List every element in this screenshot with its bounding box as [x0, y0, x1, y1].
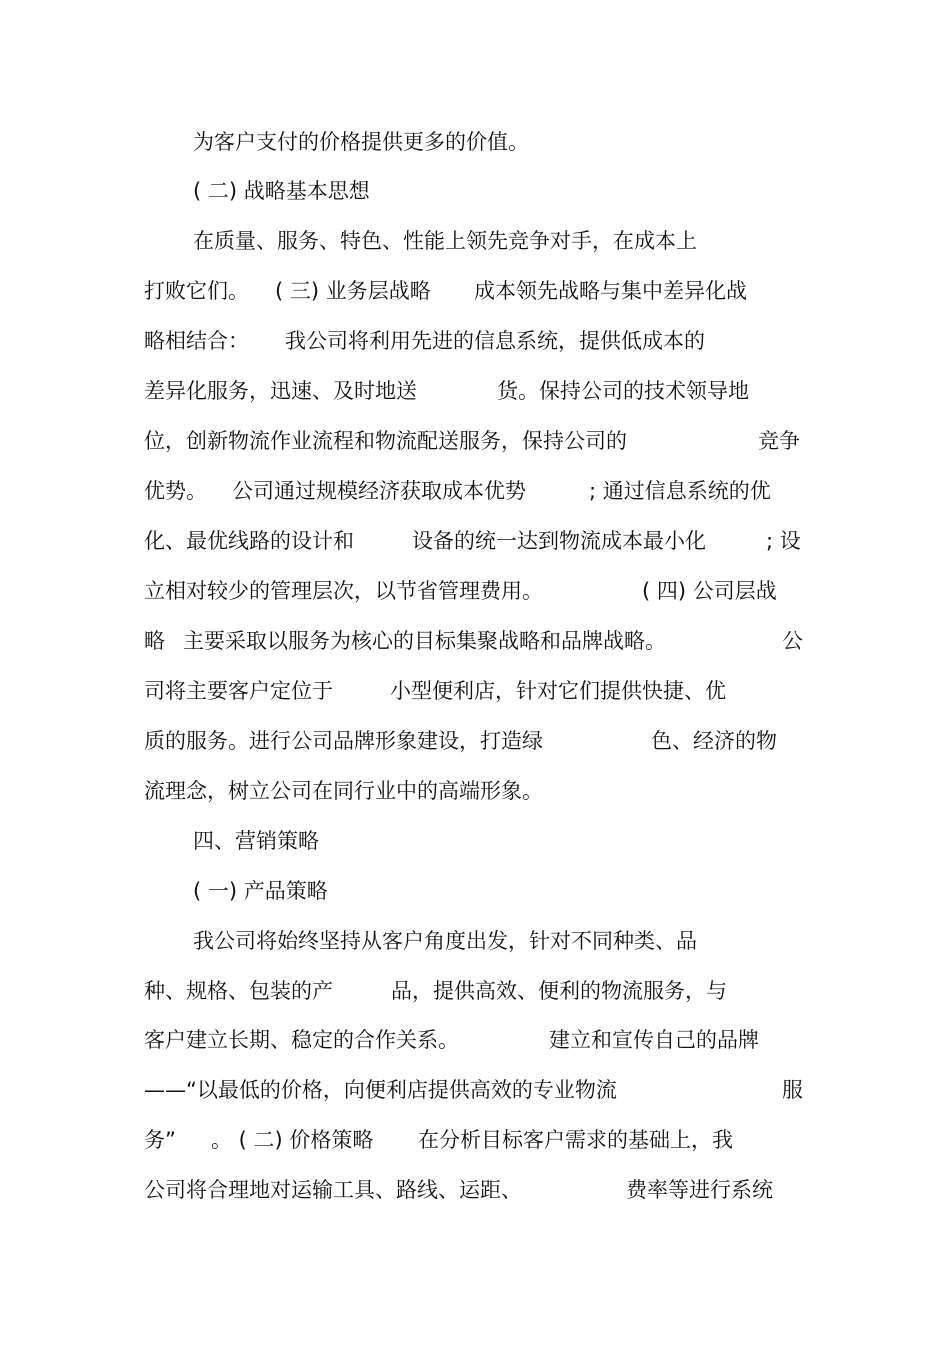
text-line	[0, 616, 950, 666]
text-line	[0, 466, 950, 516]
text-segment: 服	[782, 1078, 803, 1102]
text-segment: 在分析目标客户需求的基础上，我	[418, 1128, 733, 1152]
text-segment: 立相对较少的管理层次，以节省管理费用。	[144, 579, 543, 603]
section-heading	[0, 166, 950, 216]
text-line	[0, 1015, 950, 1065]
text-segment: 质的服务。进行公司品牌形象建设，打造绿	[144, 729, 543, 753]
text-line	[0, 1065, 950, 1115]
text-line	[0, 117, 950, 167]
text-line	[0, 716, 950, 766]
text-segment: 设备的统一达到物流成本最小化	[412, 529, 706, 553]
text-segment: 差异化服务，迅速、及时地送	[144, 379, 417, 403]
text-segment: ( 三) 业务层战略	[275, 279, 431, 303]
text-line	[0, 666, 950, 716]
text-segment: 客户建立长期、稳定的合作关系。	[144, 1028, 459, 1052]
text-segment: 我公司将利用先进的信息系统，提供低成本的	[285, 329, 705, 353]
text-segment: ; 设	[766, 529, 801, 553]
text-line	[0, 366, 950, 416]
text-line	[0, 966, 950, 1016]
text-segment: 小型便利店，针对它们提供快捷、优	[390, 679, 726, 703]
section-heading	[0, 816, 950, 866]
text-line	[0, 516, 950, 566]
text-segment: 位，创新物流作业流程和物流配送服务，保持公司的	[144, 429, 627, 453]
text-segment: 公	[782, 629, 803, 653]
text-segment: 略	[144, 629, 165, 653]
text-segment: 为客户支付的价格提供更多的价值。	[193, 130, 529, 154]
text-segment: ( 一) 产品策略	[193, 879, 328, 903]
text-segment: ( 二) 战略基本思想	[193, 179, 370, 203]
text-segment: 竞争	[758, 429, 800, 453]
text-line	[0, 216, 950, 266]
text-line	[0, 766, 950, 816]
text-line	[0, 1115, 950, 1165]
text-segment: 主要采取以服务为核心的目标集聚战略和品牌战略。	[183, 629, 666, 653]
text-line	[0, 316, 950, 366]
text-segment: 种、规格、包装的产	[144, 979, 333, 1003]
text-segment: 略相结合：	[144, 329, 249, 353]
text-segment: 务”	[144, 1128, 176, 1152]
text-line	[0, 1165, 950, 1215]
text-segment: ( 四) 公司层战	[642, 579, 777, 603]
text-segment: 费率等进行系统	[626, 1178, 773, 1202]
text-segment: 货。保持公司的技术领导地	[497, 379, 749, 403]
text-segment: 流理念，树立公司在同行业中的高端形象。	[144, 779, 543, 803]
text-segment: 建立和宣传自己的品牌	[549, 1028, 759, 1052]
text-segment: 在质量、服务、特色、性能上领先竞争对手，在成本上	[193, 229, 697, 253]
text-segment: 品，提供高效、便利的物流服务，与	[391, 979, 727, 1003]
text-segment: 四、营销策略	[193, 829, 319, 853]
text-segment: 司将主要客户定位于	[144, 679, 333, 703]
text-segment: 优势。	[144, 479, 207, 503]
text-segment: 化、最优线路的设计和	[144, 529, 354, 553]
text-segment: 打败它们。	[144, 279, 249, 303]
text-segment: 色、经济的物	[651, 729, 777, 753]
text-segment: 成本领先战略与集中差异化战	[474, 279, 747, 303]
text-line	[0, 566, 950, 616]
text-line	[0, 416, 950, 466]
text-line	[0, 916, 950, 966]
section-heading	[0, 866, 950, 916]
text-segment: ——“以最低的价格，向便利店提供高效的专业物流	[144, 1078, 617, 1102]
text-segment: 我公司将始终坚持从客户角度出发，针对不同种类、品	[193, 929, 697, 953]
text-segment: 公司将合理地对运输工具、路线、运距、	[144, 1178, 522, 1202]
text-segment: 。 ( 二) 价格策略	[211, 1128, 374, 1152]
text-segment: ; 通过信息系统的优	[589, 479, 771, 503]
text-segment: 公司通过规模经济获取成本优势	[232, 479, 526, 503]
text-line	[0, 266, 950, 316]
